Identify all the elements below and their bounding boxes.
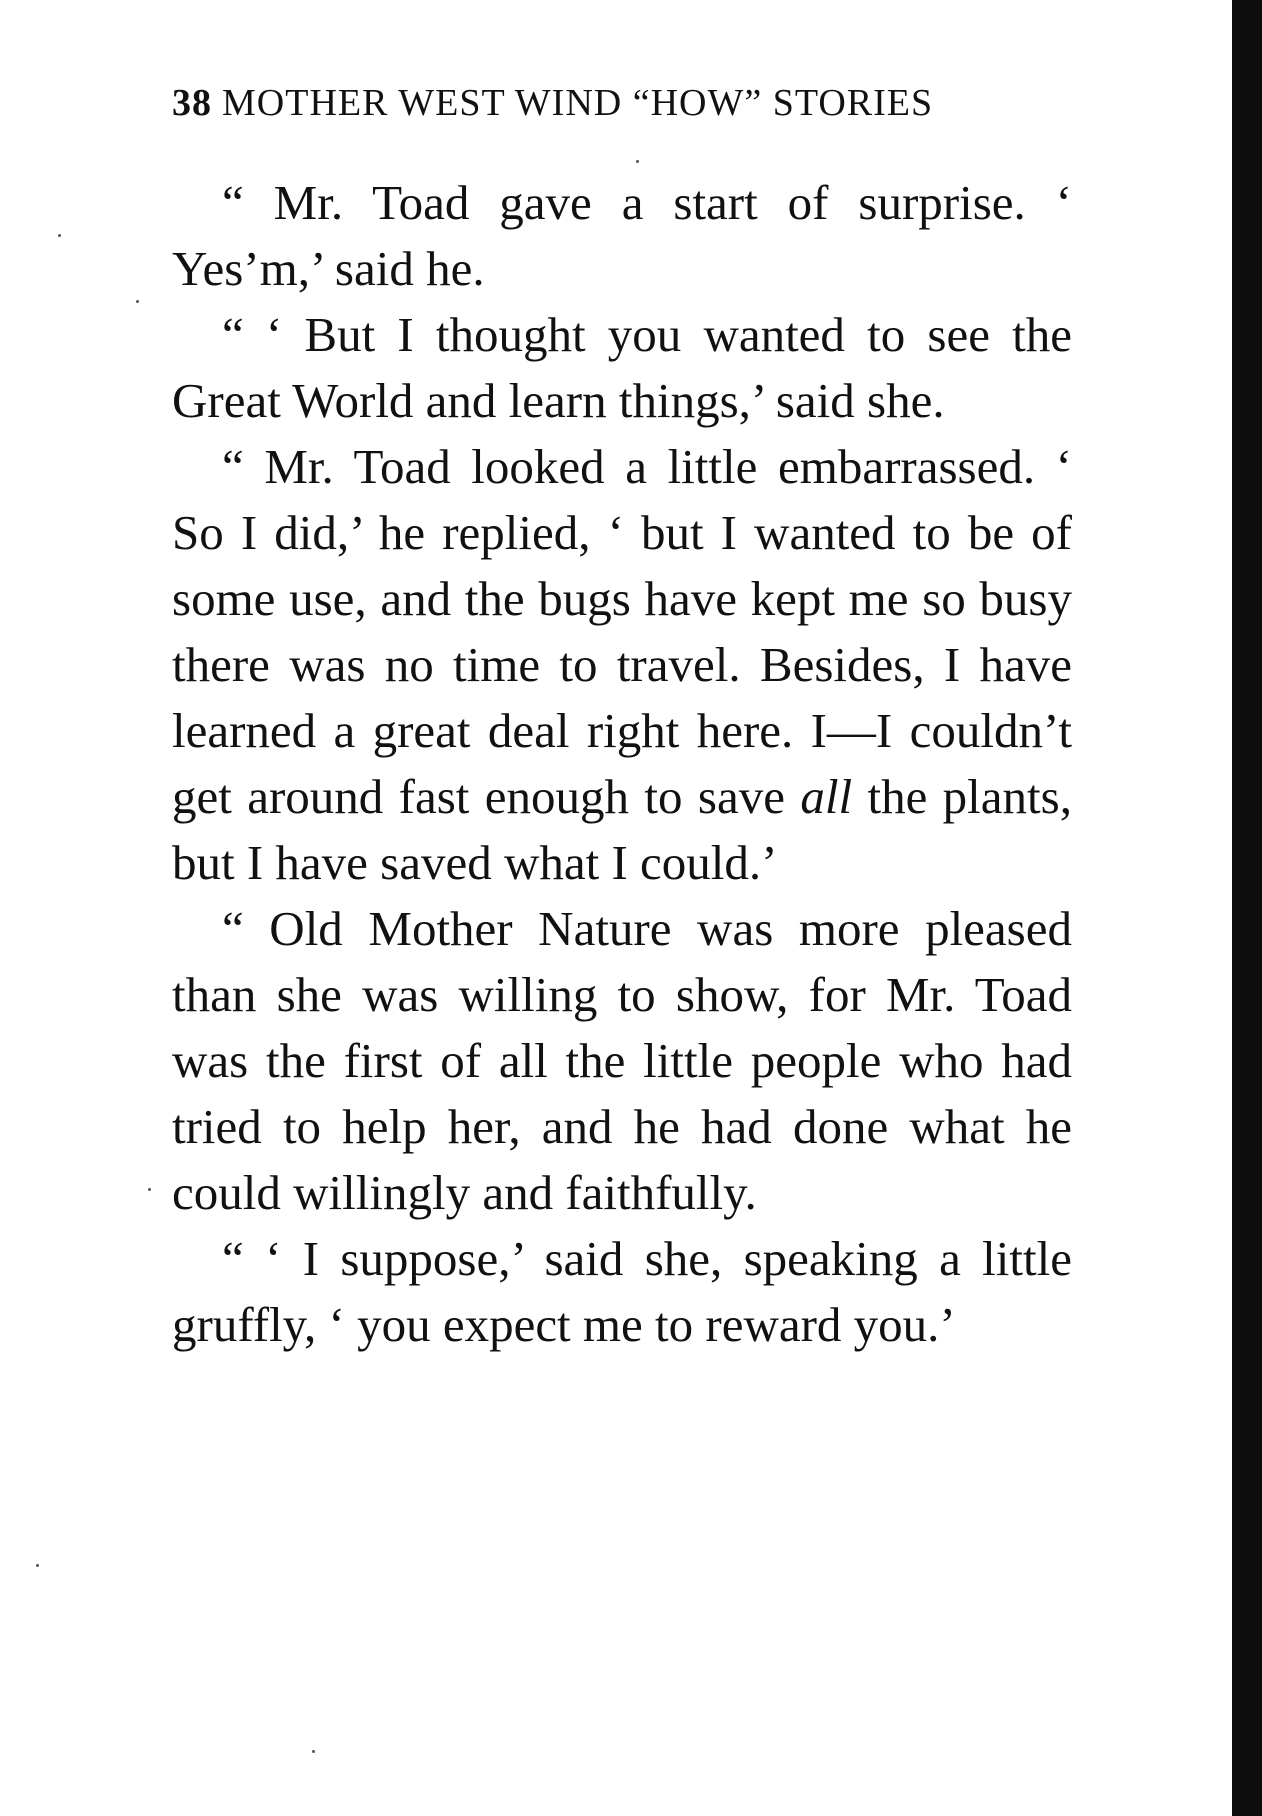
paragraph — [172, 170, 1072, 302]
italic-emphasis: all — [800, 769, 853, 824]
scan-speck — [58, 234, 61, 237]
paragraph — [172, 434, 1072, 896]
paragraph-text: the plants, but I have saved what I could.’ — [172, 769, 1072, 890]
scan-speck — [36, 1564, 39, 1567]
paragraph-text: “ Old Mother Nature was more pleased than she was willing to show, for Mr. Toad was the first of all the little people who had tried to help her, and he had done what he could willingly and faithfully. — [172, 901, 1072, 1220]
paragraph-text: “ Mr. Toad gave a start of surprise. ‘ Yes’m,’ said he. — [172, 175, 1072, 296]
scan-border-edge — [1232, 0, 1262, 1816]
running-header — [172, 78, 1072, 128]
scan-speck — [148, 1188, 151, 1191]
scan-speck — [136, 300, 139, 303]
scan-speck — [312, 1750, 315, 1753]
running-title: MOTHER WEST WIND “HOW” STORIES — [222, 82, 934, 124]
paragraph — [172, 896, 1072, 1226]
paragraph — [172, 302, 1072, 434]
paragraph-text: “ ‘ I suppose,’ said she, speaking a little gruffly, ‘ you expect me to reward you.’ — [172, 1231, 1072, 1352]
paragraph-text: “ ‘ But I thought you wanted to see the Great World and learn things,’ said she. — [172, 307, 1072, 428]
scan-speck — [636, 160, 639, 163]
page-number: 38 — [172, 82, 212, 124]
body-text — [172, 170, 1072, 1358]
paragraph — [172, 1226, 1072, 1358]
paragraph-text: “ Mr. Toad looked a little embarrassed. ‘ So I did,’ he replied, ‘ but I wanted to be of some use, and the bugs have kept me so busy there was no time to travel. Besides, I have learned a great deal right here. I—I couldn’t get around fast enough to save — [172, 439, 1072, 824]
